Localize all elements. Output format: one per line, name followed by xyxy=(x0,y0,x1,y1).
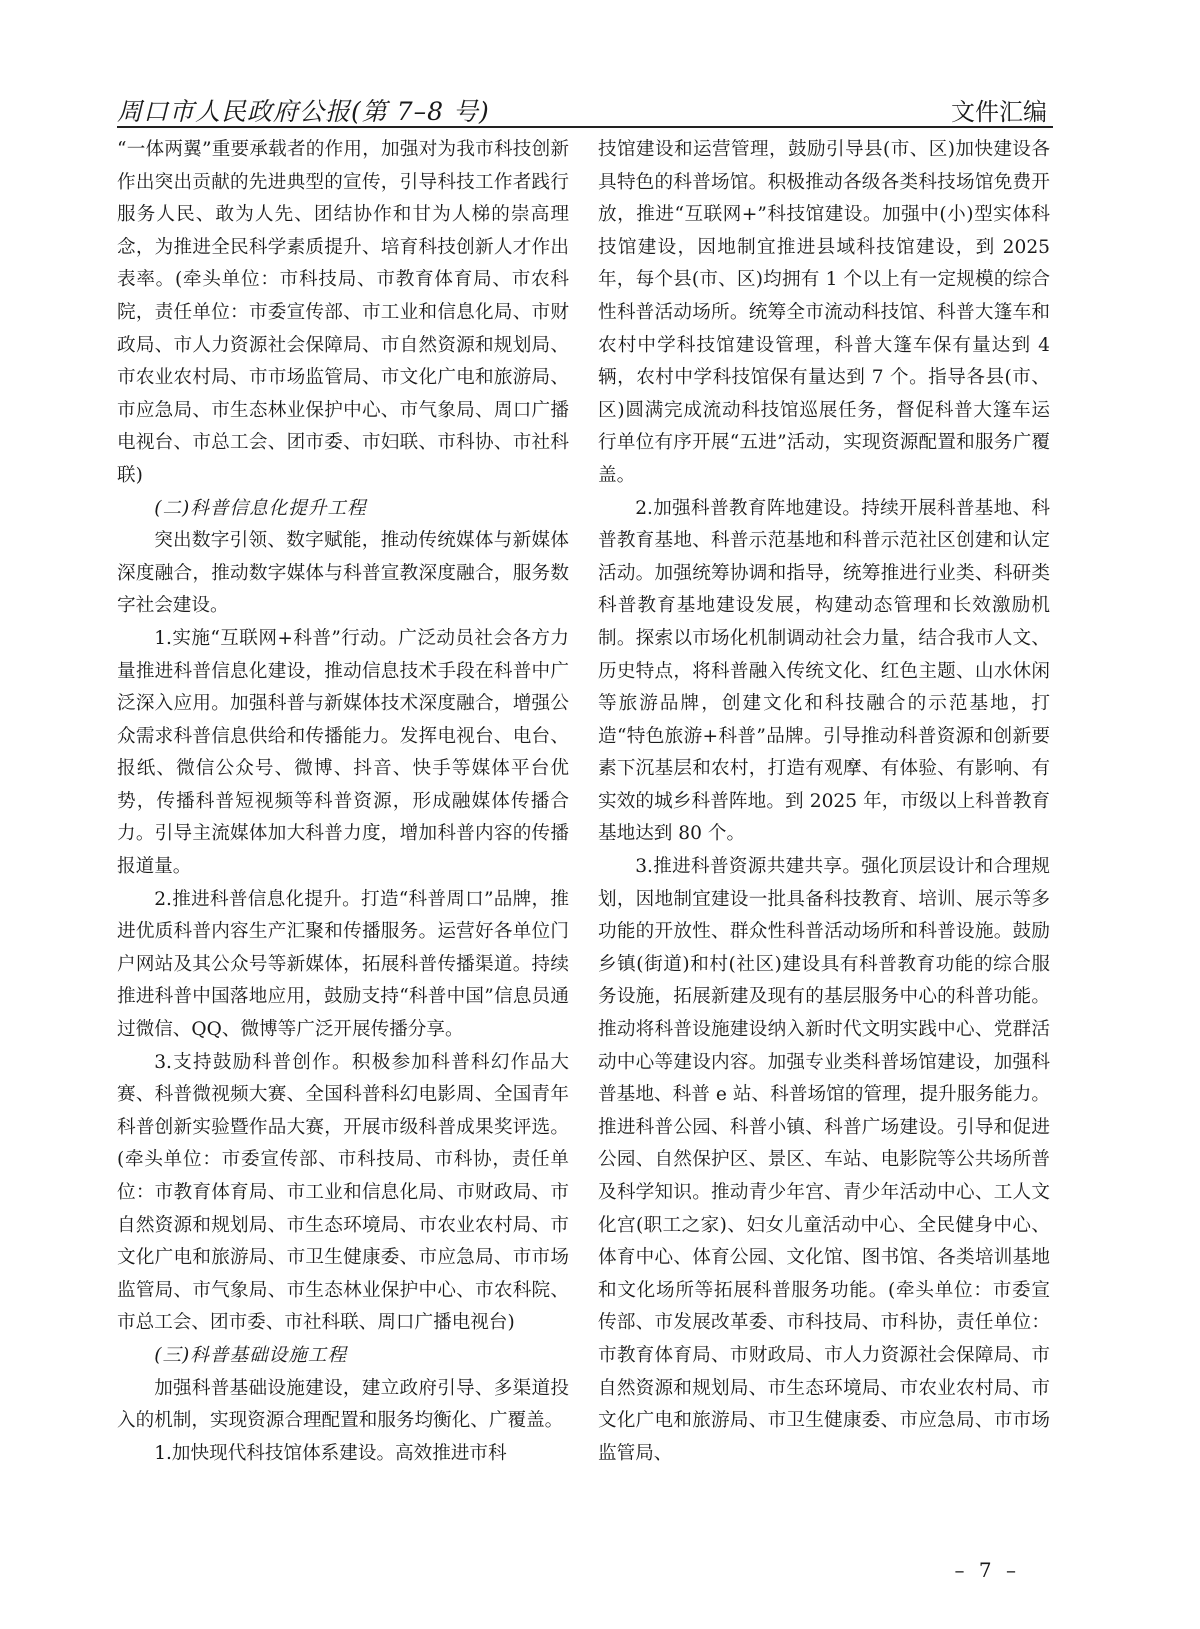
header-rule xyxy=(117,126,1053,128)
section-title: 文件汇编 xyxy=(951,98,1047,126)
paragraph: 3.推进科普资源共建共享。强化顶层设计和合理规划，因地制宜建设一批具备科技教育、培训、展示等多功能的开放性、群众性科普活动场所和科普设施。鼓励乡镇(街道)和村(社区)建设具有科普教育功能的综合服务设施，拓展新建及现有的基层服务中心的科普功能。推动将科普设施建设纳入新时代文明实践中心、党群活动中心等建设内容。加强专业类科普场馆建设，加强科普基地、科普 e 站、科普场馆的管理，提升服务能力。推进科普公园、科普小镇、科普广场建设。引导和促进公园、自然保护区、景区、车站、电影院等公共场所普及科学知识。推动青少年宫、青少年活动中心、工人文化宫(职工之家)、妇女儿童活动中心、全民健身中心、体育中心、体育公园、文化馆、图书馆、各类培训基地和文化场所等拓展科普服务功能。(牵头单位：市委宣传部、市发展改革委、市科技局、市科协，责任单位：市教育体育局、市财政局、市人力资源社会保障局、市自然资源和规划局、市生态环境局、市农业农村局、市文化广电和旅游局、市卫生健康委、市应急局、市市场监管局、 xyxy=(598,856,1050,1464)
paragraph-continuation: “一体两翼”重要承载者的作用，加强对为我市科技创新作出突出贡献的先进典型的宣传，引导科技工作者践行服务人民、敢为人先、团结协作和甘为人梯的崇高理念，为推进全民科学素质提升、培育科技创新人才作出表率。(牵头单位：市科技局、市教育体育局、市农科院，责任单位：市委宣传部、市工业和信息化局、市财政局、市人力资源社会保障局、市自然资源和规划局、市农业农村局、市市场监管局、市文化广电和旅游局、市应急局、市生态林业保护中心、市气象局、周口广播电视台、市总工会、团市委、市妇联、市科协、市社科联) xyxy=(117,139,569,486)
paragraph: 1.实施“互联网+科普”行动。广泛动员社会各方力量推进科普信息化建设，推动信息技术手段在科普中广泛深入应用。加强科普与新媒体技术深度融合，增强公众需求科普信息供给和传播能力。发挥电视台、电台、报纸、微信公众号、微博、抖音、快手等媒体平台优势，传播科普短视频等科普资源，形成融媒体传播合力。引导主流媒体加大科普力度，增加科普内容的传播报道量。 xyxy=(117,627,569,878)
paragraph-continuation: 技馆建设和运营管理，鼓励引导县(市、区)加快建设各具特色的科普场馆。积极推动各级各类科技场馆免费开放，推进“互联网+”科技馆建设。加强中(小)型实体科技馆建设，因地制宜推进县域科技馆建设，到 2025 年，每个县(市、区)均拥有 1 个以上有一定规模的综合性科普活动场所。统筹全市流动科技馆、科普大篷车和农村中学科技馆建设管理，科普大篷车保有量达到 4 辆，农村中学科技馆保有量达到 7 个。指导各县(市、区)圆满完成流动科技馆巡展任务，督促科普大篷车运行单位有序开展“五进”活动，实现资源配置和服务广覆盖。 xyxy=(598,139,1050,486)
paragraph: 3.支持鼓励科普创作。积极参加科普科幻作品大赛、科普微视频大赛、全国科普科幻电影周、全国青年科普创新实验暨作品大赛，开展市级科普成果奖评选。(牵头单位：市委宣传部、市科技局、市科协，责任单位：市教育体育局、市工业和信息化局、市财政局、市自然资源和规划局、市生态环境局、市农业农村局、市文化广电和旅游局、市卫生健康委、市应急局、市市场监管局、市气象局、市生态林业保护中心、市农科院、市总工会、团市委、市社科联、周口广播电视台) xyxy=(117,1051,569,1334)
left-column xyxy=(117,134,569,1470)
right-column xyxy=(598,134,1050,1470)
paragraph: 1.加快现代科技馆体系建设。高效推进市科 xyxy=(154,1442,507,1464)
page-number: – 7 – xyxy=(954,1558,1020,1582)
page-header xyxy=(117,90,1053,130)
publication-title: 周口市人民政府公报(第 7–8 号) xyxy=(117,97,490,126)
section-heading: (二)科普信息化提升工程 xyxy=(154,497,367,519)
paragraph: 突出数字引领、数字赋能，推动传统媒体与新媒体深度融合，推动数字媒体与科普宣教深度融合，服务数字社会建设。 xyxy=(117,530,569,617)
section-heading: (三)科普基础设施工程 xyxy=(154,1344,348,1366)
paragraph: 2.推进科普信息化提升。打造“科普周口”品牌，推进优质科普内容生产汇聚和传播服务。运营好各单位门户网站及其公众号等新媒体，拓展科普传播渠道。持续推进科普中国落地应用，鼓励支持“科普中国”信息员通过微信、QQ、微博等广泛开展传播分享。 xyxy=(117,888,569,1041)
paragraph: 2.加强科普教育阵地建设。持续开展科普基地、科普教育基地、科普示范基地和科普示范社区创建和认定活动。加强统筹协调和指导，统筹推进行业类、科研类科普教育基地建设发展，构建动态管理和长效激励机制。探索以市场化机制调动社会力量，结合我市人文、历史特点，将科普融入传统文化、红色主题、山水休闲等旅游品牌，创建文化和科技融合的示范基地，打造“特色旅游+科普”品牌。引导推动科普资源和创新要素下沉基层和农村，打造有观摩、有体验、有影响、有实效的城乡科普阵地。到 2025 年，市级以上科普教育基地达到 80 个。 xyxy=(598,497,1050,845)
paragraph: 加强科普基础设施建设，建立政府引导、多渠道投入的机制，实现资源合理配置和服务均衡化、广覆盖。 xyxy=(117,1377,569,1432)
